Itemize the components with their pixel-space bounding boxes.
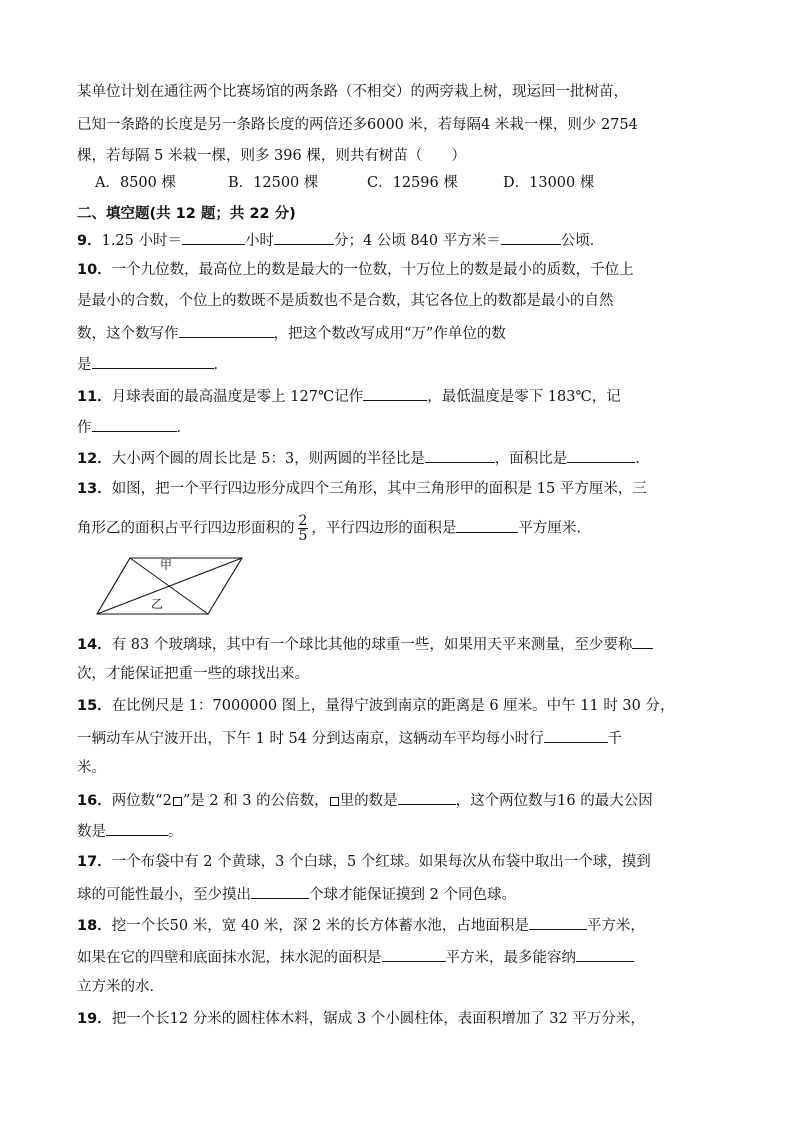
- q12-text-a: 大小两个圆的周长比是 5：3，则两圆的半径比是: [111, 451, 425, 467]
- question-11-line-1: [77, 385, 621, 407]
- question-18-line-2: [77, 946, 634, 968]
- triangle-label-yi: 乙: [151, 597, 164, 611]
- answer-blank[interactable]: [456, 517, 518, 533]
- q16-text-e: 数是: [77, 824, 106, 840]
- question-9: [77, 229, 604, 251]
- fraction-numerator: 2: [298, 513, 308, 529]
- option-a[interactable]: A．8500 棵: [95, 175, 176, 191]
- answer-blank[interactable]: [92, 353, 214, 369]
- section-title: 二、填空题(共 12 题；共 22 分): [77, 206, 296, 222]
- option-b[interactable]: B．12500 棵: [228, 175, 319, 191]
- question-number: 16．: [77, 793, 112, 809]
- question-17-line-1: [77, 852, 651, 874]
- intro-line-1: 某单位计划在通往两个比赛场馆的两条路（不相交）的两旁栽上树，现运回一批树苗，: [77, 84, 628, 100]
- question-number: 11．: [77, 389, 112, 405]
- answer-blank[interactable]: [398, 789, 456, 805]
- fraction: [298, 514, 309, 543]
- q15-text-2a: 一辆动车从宁波开出，下午 1 时 54 分到达南京，这辆动车平均每小时行: [77, 731, 544, 747]
- answer-options: [95, 173, 615, 195]
- q13-text-2b: ，平行四边形的面积是: [311, 520, 457, 537]
- q13-text-2a: 角形乙的面积占平行四边形面积的: [77, 520, 295, 537]
- question-18-line-3: 立方米的水．: [77, 979, 164, 995]
- intro-line-3: 棵，若每隔 5 米栽一棵，则多 396 棵，则共有树苗（ ）: [77, 148, 466, 164]
- q16-text-d: ，这个两位数与16 的最大公因: [455, 793, 653, 809]
- q16-text-f: 。: [168, 824, 183, 840]
- q18-text-1b: 平方米，: [586, 918, 645, 934]
- question-18-line-1: [77, 914, 645, 936]
- question-15-line-2: [77, 727, 622, 749]
- q16-text-a: 两位数“2: [111, 793, 172, 809]
- question-number: 18．: [77, 918, 112, 934]
- question-11-line-2: [77, 416, 191, 438]
- answer-blank[interactable]: [544, 727, 608, 743]
- triangle-label-jia: 甲: [160, 558, 173, 572]
- question-10-line-2: 是最小的合数，个位上的数既不是质数也不是合数，其它各位上的数都是最小的自然: [77, 293, 614, 309]
- q16-text-c: 里的数是: [339, 793, 398, 809]
- question-number: 10．: [77, 262, 112, 278]
- answer-blank[interactable]: [363, 385, 427, 401]
- q9-text-c: 分；4 公顷 840 平方米＝: [334, 233, 501, 249]
- q13-text-1: 如图，把一个平行四边形分成四个三角形，其中三角形甲的面积是 15 平方厘米，三: [111, 481, 647, 497]
- q11-text-b: ，最低温度是零下 183℃，记: [427, 389, 621, 405]
- q9-text-d: 公顷．: [560, 233, 605, 249]
- q17-text-2a: 球的可能性最小，至少摸出: [77, 887, 251, 903]
- question-16-line-1: [77, 789, 653, 811]
- q15-text-2b: 千: [607, 731, 623, 747]
- answer-blank[interactable]: [501, 229, 561, 245]
- q18-text-1a: 挖一个长50 米，宽 40 米，深 2 米的长方体蓄水池，占地面积是: [111, 918, 529, 934]
- question-number: 14．: [77, 637, 112, 653]
- question-10-line-1: [77, 260, 634, 282]
- question-number: 15．: [77, 698, 112, 714]
- answer-blank[interactable]: [382, 946, 446, 962]
- answer-blank[interactable]: [179, 322, 274, 338]
- question-number: 12．: [77, 451, 112, 467]
- q19-text-1: 把一个长12 分米的圆柱体木料，锯成 3 个小圆柱体，表面积增加了 32 平万分米，: [111, 1011, 645, 1027]
- question-12: [77, 447, 650, 469]
- q10-text-3b: ，把这个数改写成用“万”作单位的数: [273, 326, 506, 342]
- q18-text-2b: 平方米，最多能容纳: [445, 950, 576, 966]
- question-number: 17．: [77, 854, 112, 870]
- q10-text-3a: 数，这个数写作: [77, 326, 179, 342]
- question-10-line-3: [77, 322, 506, 344]
- question-number: 9．: [77, 233, 102, 249]
- q18-text-2a: 如果在它的四壁和底面抹水泥，抹水泥的面积是: [77, 950, 382, 966]
- fraction-denominator: 5: [298, 528, 308, 544]
- answer-blank[interactable]: [632, 633, 653, 649]
- q17-text-1: 一个布袋中有 2 个黄球，3 个白球，5 个红球。如果每次从布袋中取出一个球，摸到: [111, 854, 651, 870]
- question-13-line-2: [77, 513, 582, 544]
- option-d[interactable]: D．13000 棵: [503, 175, 595, 191]
- question-number: 13．: [77, 481, 112, 497]
- answer-blank[interactable]: [567, 447, 635, 463]
- q14-text-1: 有 83 个玻璃球，其中有一个球比其他的球重一些，如果用天平来测量，至少要称: [111, 637, 633, 653]
- option-c[interactable]: C．12596 棵: [367, 175, 458, 191]
- q13-text-2c: 平方厘米.: [518, 520, 582, 537]
- question-17-line-2: [77, 883, 516, 905]
- q11-text-d: ．: [176, 420, 191, 436]
- q11-text-a: 月球表面的最高温度是零上 127℃记作: [111, 389, 364, 405]
- parallelogram-figure: [90, 552, 250, 620]
- q10-text-1: 一个九位数，最高位上的数是最大的一位数，十万位上的数是最小的质数，千位上: [111, 262, 634, 278]
- square-box-icon: [173, 797, 182, 806]
- q10-text-4a: 是: [77, 357, 92, 373]
- q11-text-c: 作: [77, 420, 92, 436]
- question-10-line-4: [77, 353, 228, 375]
- answer-blank[interactable]: [576, 946, 634, 962]
- q12-text-c: ．: [635, 451, 650, 467]
- q9-text-a: 1.25 小时＝: [101, 233, 182, 249]
- q15-text-1: 在比例尺是 1：7000000 图上，量得宁波到南京的距离是 6 厘米。中午 11 时 30 分，: [111, 698, 675, 714]
- q10-text-4b: ．: [213, 357, 228, 373]
- question-13-line-1: [77, 479, 647, 501]
- answer-blank[interactable]: [251, 883, 309, 899]
- answer-blank[interactable]: [274, 229, 334, 245]
- answer-blank[interactable]: [529, 914, 587, 930]
- question-14-line-1: [77, 633, 653, 655]
- answer-blank[interactable]: [425, 447, 495, 463]
- q17-text-2b: 个球才能保证摸到 2 个同色球。: [309, 887, 516, 903]
- answer-blank[interactable]: [106, 820, 168, 836]
- question-16-line-2: [77, 820, 183, 842]
- q16-text-b: ”是 2 和 3 的公倍数，: [182, 793, 329, 809]
- square-box-icon: [330, 797, 339, 806]
- question-number: 19．: [77, 1011, 112, 1027]
- question-14-line-2: 次，才能保证把重一些的球找出来。: [77, 666, 309, 682]
- question-15-line-3: 米。: [77, 760, 106, 776]
- answer-blank[interactable]: [92, 416, 177, 432]
- question-19-line-1: [77, 1009, 645, 1031]
- question-15-line-1: [77, 696, 675, 718]
- intro-line-2: 已知一条路的长度是另一条路长度的两倍还多6000 米，若每隔4 米栽一棵，则少 2754: [77, 117, 638, 133]
- q12-text-b: ，面积比是: [494, 451, 568, 467]
- answer-blank[interactable]: [182, 229, 245, 245]
- q9-text-b: 小时: [245, 233, 274, 249]
